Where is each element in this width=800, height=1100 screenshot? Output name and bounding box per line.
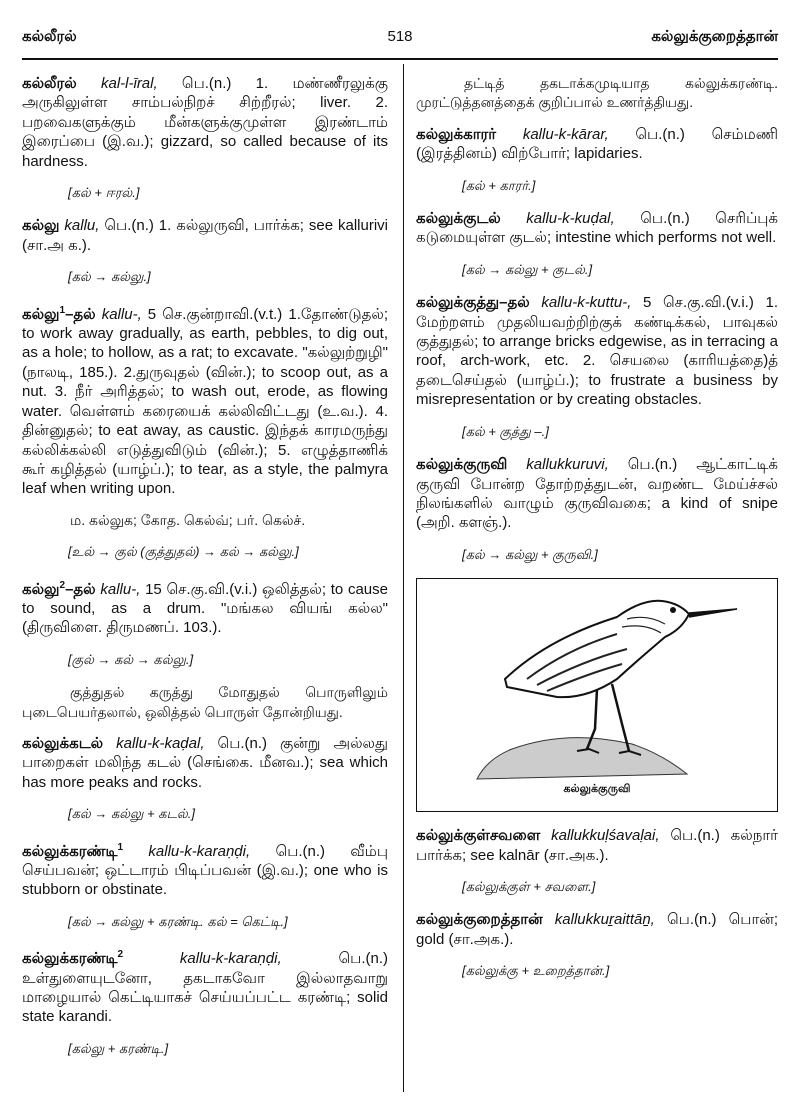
entry-headword: கல்லுக்குள்சவளை <box>416 827 541 845</box>
entry-headword: கல்லு <box>22 305 60 323</box>
etymology: [கல்லு + கரண்டி.] <box>68 1040 169 1056</box>
entry-definition: பெ.(n.) ஆட்காட்டிக் குருவி போன்ற தோற்றத்துடன், வறண்ட மேய்ச்சல் நிலங்களில் வாழும் குருவிவகை; a kind of snipe (அறி. களஞ்.). <box>416 456 778 532</box>
dictionary-entry <box>22 74 388 171</box>
etymology: [கல்லுக்கு + உறைத்தான்.] <box>462 963 610 979</box>
entry-headword: கல்லுக்குருவி <box>416 456 508 474</box>
dictionary-entry <box>22 301 388 499</box>
right-column <box>416 74 778 995</box>
entry-definition: 15 செ.கு.வி.(v.i.) ஒலித்தல்; to cause to sound, as a drum. "மங்கல வியங் கல்ல" (திருவிளை. திருமணப். 103.). <box>22 580 388 637</box>
dictionary-entry <box>22 838 388 900</box>
etymology: [குல் → கல் → கல்லு.] <box>68 651 194 667</box>
etymology: [கல் → கல்லு.] <box>68 269 151 285</box>
etymology: [கல் + ஈரல்.] <box>68 185 140 201</box>
entry-transliteration: kallu-k-kuḍal, <box>526 210 615 228</box>
entry-definition: பெ.(n.) 1. மண்ணீரலுக்கு அருகிலுள்ள சாம்பல்நிறச் சிற்றீரல்; liver. 2. பறவைகளுக்கும் மீன்களுக்குமுள்ள இரண்டாம் இரைப்பை (இ.வ.); gizzard, so called because of its hardness. <box>22 75 388 170</box>
entry-headword: கல்லு <box>22 217 60 235</box>
bird-figure <box>416 578 778 812</box>
dictionary-entry <box>22 576 388 638</box>
left-column <box>22 74 388 1072</box>
entry-definition: பெ.(n.) வீம்பு செய்பவன்; ஒட்டாரம் பிடிப்பவன் (இ.வ.); one who is stubborn or obstinate. <box>22 842 388 899</box>
dictionary-entry <box>416 293 778 409</box>
etymology: [கல் → கல்லு + கடல்.] <box>68 806 195 822</box>
dictionary-entry <box>22 734 388 792</box>
entry-note: ம. கல்லுக; கோத. கெல்வ்; பர். கெல்ச். <box>70 511 306 528</box>
etymology: [கல்லுக்குள் + சவளை.] <box>462 878 596 894</box>
entry-definition: 5 செ.கு.வி.(v.i.) 1. மேற்றளம் முதலியவற்றிற்குக் கண்டிக்கல், பாவுகல் குத்துதல்; to arrange bricks edgewise, as in terracing a roof, arch-work, etc. 2. செயலை (காரியத்தை)த் தடைசெய்தல் (யாழ்ப்.); to frustrate a business by misrepresentation or by creating obstacles. <box>416 294 778 409</box>
page-number: 518 <box>387 28 413 45</box>
etymology: [உல் → குல் (குத்துதல்) → கல் → கல்லு.] <box>68 544 299 560</box>
homonym-number: 2 <box>59 579 66 591</box>
entry-transliteration: kallukkuṟaittāṉ, <box>554 911 655 929</box>
entry-headword: கல்லுக்குத்து–தல் <box>416 294 530 312</box>
homonym-number: 1 <box>117 841 124 853</box>
entry-transliteration: kallu-k-kuttu-, <box>541 294 632 312</box>
etymology: [கல் → கல்லு + கரண்டி. கல் = கெட்டி.] <box>68 913 288 929</box>
dictionary-entry <box>22 945 388 1027</box>
header-right-guideword: கல்லுக்குறைத்தான் <box>651 28 778 45</box>
entry-headword: கல்லுக்காரர் <box>416 125 497 143</box>
entry-transliteration: kallu, <box>64 217 100 235</box>
entry-definition: பெ.(n.) 1. கல்லுருவி, பார்க்க; see kallurivi (சா.அ க.). <box>22 217 388 254</box>
dictionary-entry <box>416 455 778 533</box>
etymology: [கல் → கல்லு + குடல்.] <box>462 261 593 277</box>
header-left-guideword: கல்லீரல் <box>22 28 77 45</box>
entry-transliteration: kallu-, <box>101 305 142 323</box>
entry-transliteration: kallu-k-kārar, <box>522 125 609 143</box>
entry-note: தட்டித் தகடாக்கமுடியாத கல்லுக்கரண்டி. முரட்டுத்தனத்தைக் குறிப்பால் உணர்த்தியது. <box>416 75 778 111</box>
entry-headword: கல்லுக்கரண்டி <box>22 950 118 968</box>
etymology: [கல் + குத்து –.] <box>462 423 549 439</box>
etymology: [கல் + காரர்.] <box>462 177 536 193</box>
dictionary-entry <box>22 216 388 255</box>
entry-headword-suffix: –தல் <box>65 305 96 323</box>
page-header <box>22 22 778 52</box>
entry-definition: 5 செ.குன்றாவி.(v.t.) 1.தோண்டுதல்; to work away gradually, as earth, pebbles, to dig out, as a hole; to hollow, as a rat; to excavate. "கல்லுற்றுழி" (நாலடி, 185.). 2.துருவுதல் (வின்.); to scoop out, as a nut. 3. நீர் அரித்தல்; to wash out, erode, as flowing water. வெள்ளம் கரையைக் கல்லிவிட்டது (உ.வ.). 4. தின்னுதல்; to eat away, as caustic. இந்தக் காரமருந்து கல்லிக்கல்லி எடுத்துவிடும் (வின்.); 5. எழுத்தாணிக் கூர் கழித்தல் (யாழ்ப்.); to tear, as a style, the palmyra leaf when writing upon. <box>22 305 389 498</box>
dictionary-entry <box>416 910 778 949</box>
dictionary-entry <box>416 209 778 248</box>
entry-headword: கல்லு <box>22 580 60 598</box>
entry-headword: கல்லுக்கரண்டி <box>22 842 118 860</box>
column-divider <box>403 64 404 1092</box>
entry-definition: பெ.(n.) உள்துளையுடனோ, தகடாகவோ இல்லாதவாறு மாழையால் கெட்டியாகச் செய்யப்பட்ட கரண்டி; solid state karandi. <box>22 950 388 1026</box>
entry-definition: பெ.(n.) பொன்; gold (சா.அக.). <box>416 911 778 948</box>
homonym-number: 2 <box>117 949 124 961</box>
entry-definition: பெ.(n.) குன்று அல்லது பாறைகள் மலிந்த கடல் (செங்கை. மீனவ.); sea which has more peaks and rocks. <box>22 734 388 791</box>
entry-transliteration: kallu-k-kaḍal, <box>116 734 205 752</box>
entry-transliteration: kallukkuruvi, <box>526 456 609 474</box>
dictionary-entry <box>416 826 778 865</box>
entry-definition: பெ.(n.) செம்மணி (இரத்தினம்) விற்போர்; lapidaries. <box>416 125 778 163</box>
entry-headword-suffix: –தல் <box>65 580 96 598</box>
dictionary-entry <box>416 125 778 164</box>
entry-transliteration: kallukkuḷśavaḷai, <box>551 827 660 845</box>
etymology: [கல் → கல்லு + குருவி.] <box>462 546 598 562</box>
entry-headword: கல்லுக்குறைத்தான் <box>416 911 543 929</box>
entry-transliteration: kallu-, <box>100 580 141 598</box>
entry-headword: கல்லீரல் <box>22 75 77 92</box>
entry-headword: கல்லுக்குடல் <box>416 210 501 228</box>
header-rule <box>22 58 778 60</box>
entry-definition: பெ.(n.) கல்நார் பார்க்க; see kalnār (சா.அக.). <box>416 827 779 864</box>
entry-transliteration: kallu-k-karaṇḍi, <box>179 950 282 968</box>
snipe-illustration <box>417 579 779 811</box>
entry-headword: கல்லுக்கடல் <box>22 734 104 752</box>
figure-caption: கல்லுக்குருவி <box>563 782 631 795</box>
homonym-number: 1 <box>59 304 66 316</box>
entry-transliteration: kal-l-īral, <box>100 75 158 92</box>
entry-note: குத்துதல் கருத்து மோதுதல் பொருளிலும் புடைபெயர்தலால், ஒலித்தல் பொருள் தோன்றியது. <box>22 684 388 720</box>
entry-transliteration: kallu-k-karaṇḍi, <box>148 842 251 860</box>
entry-definition: பெ.(n.) செரிப்புக் கடுமையுள்ள குடல்; intestine which performs not well. <box>416 210 778 247</box>
